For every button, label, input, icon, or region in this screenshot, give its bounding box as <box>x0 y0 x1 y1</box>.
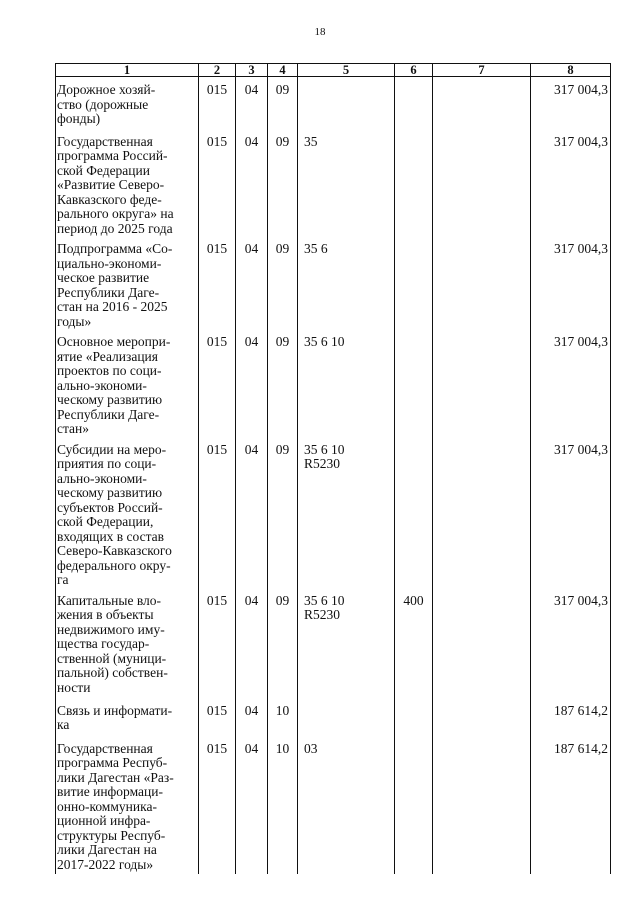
cell-col7 <box>433 588 531 698</box>
cell-col3: 04 <box>236 437 268 588</box>
cell-col5-text: 03 <box>304 740 318 756</box>
cell-col8: 317 004,3 <box>531 437 611 588</box>
row-name-cell <box>56 437 199 588</box>
cell-col4: 09 <box>268 236 298 329</box>
cell-col6 <box>395 698 433 736</box>
row-name-cell <box>56 77 199 129</box>
cell-col2: 015 <box>199 129 236 237</box>
cell-col5-text: 35 6 10 R5230 <box>304 441 345 471</box>
row-name-text: Государственная программа Респуб- лики Дагестан «Раз- витие информаци- онно-коммуника- ционной инфра- структуры Респуб- лики Дагестан на 2017-2022 годы» <box>57 740 174 872</box>
row-name-text: Капитальные вло- жения в объекты недвижимого иму- щества государ- ственной (муници- пальной) собствен- ности <box>57 592 168 695</box>
cell-col4: 09 <box>268 329 298 437</box>
cell-col4: 09 <box>268 77 298 129</box>
cell-col2: 015 <box>199 698 236 736</box>
cell-col7 <box>433 329 531 437</box>
row-name-cell <box>56 698 199 736</box>
cell-col7 <box>433 129 531 237</box>
column-header-5: 5 <box>298 64 395 77</box>
cell-col7 <box>433 236 531 329</box>
row-name-text: Подпрограмма «Со- циально-экономи- ческое развитие Республики Даге- стан на 2016 - 2025 годы» <box>57 241 173 329</box>
row-name-text: Основное меропри- ятие «Реализация проектов по соци- ально-экономи- ческому развитию Республики Даге- стан» <box>57 334 171 436</box>
cell-col3: 04 <box>236 736 268 874</box>
cell-col6 <box>395 437 433 588</box>
cell-col2: 015 <box>199 236 236 329</box>
table-row <box>56 129 611 237</box>
budget-table <box>55 63 611 874</box>
table-row <box>56 329 611 437</box>
table-row <box>56 588 611 698</box>
cell-col5 <box>298 736 395 874</box>
row-name-cell <box>56 236 199 329</box>
cell-col5 <box>298 77 395 129</box>
column-header-2: 2 <box>199 64 236 77</box>
cell-col4: 10 <box>268 736 298 874</box>
cell-col7 <box>433 437 531 588</box>
cell-col2: 015 <box>199 588 236 698</box>
cell-col5 <box>298 698 395 736</box>
cell-col4: 09 <box>268 588 298 698</box>
cell-col8: 317 004,3 <box>531 588 611 698</box>
cell-col6 <box>395 736 433 874</box>
cell-col7 <box>433 77 531 129</box>
cell-col7 <box>433 736 531 874</box>
column-header-7: 7 <box>433 64 531 77</box>
cell-col4: 09 <box>268 437 298 588</box>
column-header-4: 4 <box>268 64 298 77</box>
cell-col4: 09 <box>268 129 298 237</box>
cell-col5 <box>298 129 395 237</box>
cell-col5-text: 35 <box>304 133 318 149</box>
cell-col6 <box>395 236 433 329</box>
cell-col5 <box>298 236 395 329</box>
row-name-cell <box>56 329 199 437</box>
table-header-row <box>56 64 611 77</box>
cell-col6 <box>395 329 433 437</box>
cell-col6: 400 <box>395 588 433 698</box>
cell-col8: 187 614,2 <box>531 736 611 874</box>
cell-col5-text: 35 6 <box>304 241 328 256</box>
cell-col8: 317 004,3 <box>531 77 611 129</box>
table-row <box>56 698 611 736</box>
cell-col3: 04 <box>236 588 268 698</box>
table-row <box>56 77 611 129</box>
row-name-text: Субсидии на меро- приятия по соци- ально-экономи- ческому развитию субъектов Россий- ской Федерации, входящих в состав Северо-Кавказского федерального окру- га <box>57 441 172 587</box>
column-header-8: 8 <box>531 64 611 77</box>
cell-col6 <box>395 77 433 129</box>
cell-col3: 04 <box>236 698 268 736</box>
cell-col3: 04 <box>236 329 268 437</box>
cell-col8: 317 004,3 <box>531 236 611 329</box>
cell-col5-text: 35 6 10 <box>304 334 345 349</box>
cell-col8: 317 004,3 <box>531 329 611 437</box>
row-name-text: Связь и информати- ка <box>57 702 173 732</box>
cell-col8: 317 004,3 <box>531 129 611 237</box>
table-row <box>56 236 611 329</box>
column-header-6: 6 <box>395 64 433 77</box>
table-row <box>56 736 611 874</box>
cell-col3: 04 <box>236 77 268 129</box>
row-name-cell <box>56 588 199 698</box>
row-name-text: Государственная программа Россий- ской Федерации «Развитие Северо- Кавказского феде- рального округа» на период до 2025 года <box>57 133 174 236</box>
cell-col5 <box>298 329 395 437</box>
row-name-cell <box>56 736 199 874</box>
page-number: 18 <box>314 26 326 38</box>
cell-col2: 015 <box>199 77 236 129</box>
cell-col7 <box>433 698 531 736</box>
column-header-1: 1 <box>56 64 199 77</box>
cell-col2: 015 <box>199 736 236 874</box>
cell-col3: 04 <box>236 129 268 237</box>
cell-col5 <box>298 437 395 588</box>
cell-col6 <box>395 129 433 237</box>
row-name-text: Дорожное хозяй- ство (дорожные фонды) <box>57 82 156 126</box>
cell-col5-text: 35 6 10 R5230 <box>304 592 345 622</box>
cell-col4: 10 <box>268 698 298 736</box>
table-row <box>56 437 611 588</box>
cell-col8: 187 614,2 <box>531 698 611 736</box>
cell-col3: 04 <box>236 236 268 329</box>
cell-col5 <box>298 588 395 698</box>
cell-col2: 015 <box>199 329 236 437</box>
cell-col2: 015 <box>199 437 236 588</box>
row-name-cell <box>56 129 199 237</box>
column-header-3: 3 <box>236 64 268 77</box>
